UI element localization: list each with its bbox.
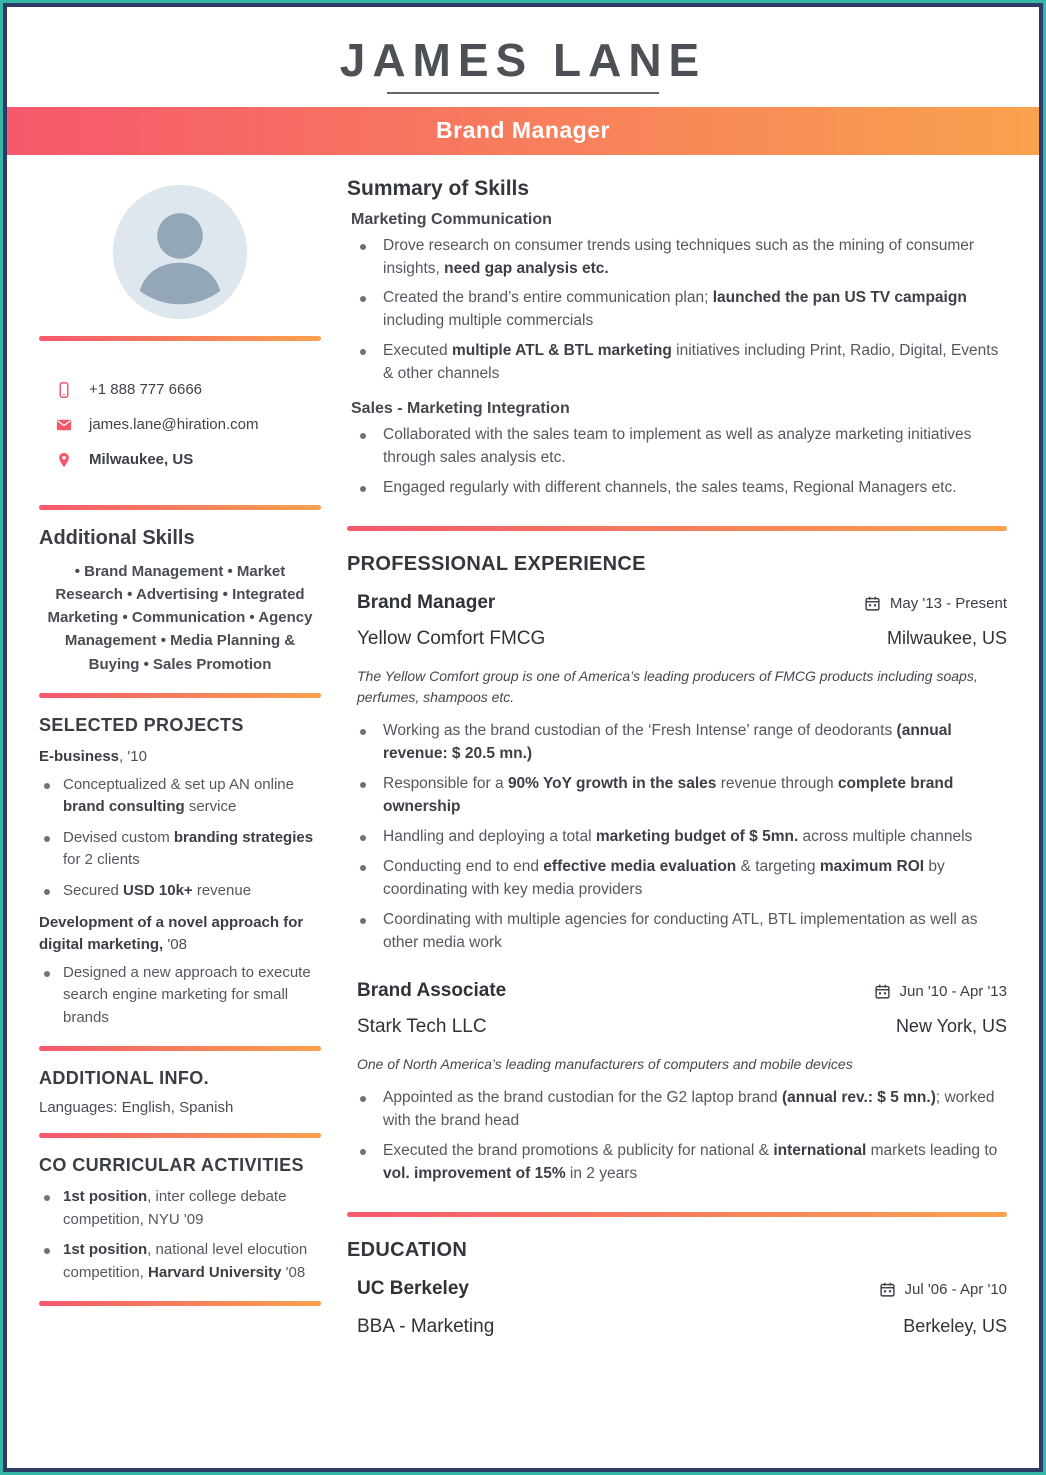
bullet-item: Created the brand’s entire communication plan; launched the pan US TV campaign including multiple commercials bbox=[347, 287, 1007, 333]
bullet-item: Devised custom branding strategies for 2 clients bbox=[39, 827, 321, 872]
selected-projects-section bbox=[39, 715, 321, 1029]
contact-block bbox=[39, 358, 321, 488]
project-bullets bbox=[39, 962, 321, 1030]
location-text: Milwaukee, US bbox=[89, 451, 194, 469]
company-location: New York, US bbox=[895, 1016, 1007, 1037]
job-title: Brand Associate bbox=[357, 980, 507, 1002]
phone-icon bbox=[55, 381, 73, 399]
summary-subheading: Sales - Marketing Integration bbox=[351, 400, 570, 418]
company-row bbox=[347, 1016, 1007, 1038]
gradient-divider bbox=[39, 336, 321, 341]
gradient-divider bbox=[39, 693, 321, 698]
gradient-divider bbox=[347, 526, 1007, 531]
bullet-item: Appointed as the brand custodian for the G2 laptop brand (annual rev.: $ 5 mn.); worked with the brand head bbox=[347, 1087, 1007, 1133]
resume-page-inner bbox=[3, 3, 1043, 1472]
company-name: Stark Tech LLC bbox=[357, 1016, 487, 1038]
bullet-item: Responsible for a 90% YoY growth in the sales revenue through complete brand ownership bbox=[347, 773, 1007, 819]
summary-group bbox=[347, 400, 1007, 500]
job-entry bbox=[347, 980, 1007, 1186]
phone-number: +1 888 777 6666 bbox=[89, 381, 203, 399]
role-title: Brand Manager bbox=[436, 117, 610, 144]
summary-heading: Summary of Skills bbox=[347, 176, 530, 200]
job-dates-text: May '13 - Present bbox=[889, 594, 1007, 612]
company-description: One of North America’s leading manufacturers of computers and mobile devices bbox=[357, 1056, 853, 1073]
degree-name: BBA - Marketing bbox=[357, 1316, 495, 1338]
co-curricular-section bbox=[39, 1155, 321, 1284]
project-bullets bbox=[39, 774, 321, 903]
company-name: Yellow Comfort FMCG bbox=[357, 628, 546, 650]
bullet-item: Executed the brand promotions & publicity for national & international markets leading to vol. improvement of 15% in 2 years bbox=[347, 1140, 1007, 1186]
company-location: Milwaukee, US bbox=[886, 628, 1007, 649]
profile-photo bbox=[113, 185, 247, 319]
additional-skills-heading: Additional Skills bbox=[39, 526, 195, 549]
education-dates bbox=[879, 1281, 1007, 1298]
bullet-item: 1st position, inter college debate competition, NYU '09 bbox=[39, 1186, 321, 1231]
education-section bbox=[347, 1239, 1007, 1338]
job-bullets bbox=[347, 720, 1007, 954]
summary-bullets bbox=[347, 235, 1007, 387]
degree-row bbox=[347, 1316, 1007, 1338]
project-title: Development of a novel approach for digital marketing, '08 bbox=[39, 914, 304, 953]
job-title-row bbox=[347, 980, 1007, 1002]
candidate-name: JAMES LANE bbox=[339, 34, 707, 86]
gradient-divider bbox=[39, 1046, 321, 1051]
calendar-icon bbox=[874, 983, 891, 1000]
bullet-item: Handling and deploying a total marketing budget of $ 5mn. across multiple channels bbox=[347, 826, 1007, 849]
job-dates bbox=[874, 983, 1007, 1000]
gradient-divider bbox=[347, 1212, 1007, 1217]
name-underline bbox=[387, 92, 659, 94]
bullet-item: Conceptualized & set up AN online brand consulting service bbox=[39, 774, 321, 819]
education-title-row bbox=[347, 1278, 1007, 1300]
additional-info-heading: ADDITIONAL INFO. bbox=[39, 1068, 210, 1089]
bullet-item: Engaged regularly with different channels, the sales teams, Regional Managers etc. bbox=[347, 477, 1007, 500]
person-silhouette-icon bbox=[113, 185, 247, 319]
co-curricular-bullets bbox=[39, 1186, 321, 1284]
content-area bbox=[7, 155, 1039, 1339]
project-title: E-business, '10 bbox=[39, 747, 147, 765]
job-dates-text: Jun '10 - Apr '13 bbox=[899, 982, 1007, 1000]
gradient-divider bbox=[39, 505, 321, 510]
school-name: UC Berkeley bbox=[357, 1278, 469, 1300]
additional-skills-section bbox=[39, 527, 321, 676]
bullet-item: Conducting end to end effective media evaluation & targeting maximum ROI by coordinating with key media providers bbox=[347, 856, 1007, 902]
bullet-item: Secured USD 10k+ revenue bbox=[39, 880, 321, 903]
role-banner bbox=[7, 107, 1039, 155]
company-row bbox=[347, 628, 1007, 650]
location-icon bbox=[55, 451, 73, 469]
education-dates-text: Jul '06 - Apr '10 bbox=[904, 1280, 1007, 1298]
experience-heading: PROFESSIONAL EXPERIENCE bbox=[347, 553, 646, 576]
job-entry bbox=[347, 592, 1007, 954]
bullet-item: 1st position, national level elocution competition, Harvard University '08 bbox=[39, 1239, 321, 1284]
languages-text: Languages: English, Spanish bbox=[39, 1099, 234, 1117]
contact-location bbox=[55, 451, 321, 469]
calendar-icon bbox=[879, 1281, 896, 1298]
bullet-item: Working as the brand custodian of the ‘Fresh Intense’ range of deodorants (annual revenue: $ 20.5 mn.) bbox=[347, 720, 1007, 766]
school-location: Berkeley, US bbox=[903, 1316, 1007, 1337]
email-address: james.lane@hiration.com bbox=[89, 416, 259, 434]
summary-group bbox=[347, 211, 1007, 387]
bullet-item: Coordinating with multiple agencies for conducting ATL, BTL implementation as well as other media work bbox=[347, 909, 1007, 955]
main-column bbox=[347, 155, 1007, 1339]
job-bullets bbox=[347, 1087, 1007, 1186]
job-title: Brand Manager bbox=[357, 592, 496, 614]
resume-header bbox=[7, 7, 1039, 94]
bullet-item: Executed multiple ATL & BTL marketing initiatives including Print, Radio, Digital, Events & other channels bbox=[347, 340, 1007, 386]
co-curricular-heading: CO CURRICULAR ACTIVITIES bbox=[39, 1155, 304, 1176]
bullet-item: Drove research on consumer trends using techniques such as the mining of consumer insights, need gap analysis etc. bbox=[347, 235, 1007, 281]
contact-phone bbox=[55, 381, 321, 399]
job-title-row bbox=[347, 592, 1007, 614]
additional-info-section bbox=[39, 1068, 321, 1116]
gradient-divider bbox=[39, 1133, 321, 1138]
bullet-item: Collaborated with the sales team to implement as well as analyze marketing initiatives through sales analysis etc. bbox=[347, 424, 1007, 470]
sidebar bbox=[39, 155, 321, 1339]
additional-skills-text: • Brand Management • Market Research • Advertising • Integrated Marketing • Communication • Agency Management • Media Planning & Buying • Sales Promotion bbox=[47, 562, 313, 673]
company-description: The Yellow Comfort group is one of America’s leading producers of FMCG products including soaps, perfumes, shampoos etc. bbox=[357, 668, 978, 706]
email-icon bbox=[55, 416, 73, 434]
summary-bullets bbox=[347, 424, 1007, 500]
calendar-icon bbox=[864, 595, 881, 612]
education-heading: EDUCATION bbox=[347, 1239, 468, 1262]
summary-subheading: Marketing Communication bbox=[351, 210, 552, 228]
job-dates bbox=[864, 595, 1007, 612]
gradient-divider bbox=[39, 1301, 321, 1306]
bullet-item: Designed a new approach to execute search engine marketing for small brands bbox=[39, 962, 321, 1030]
contact-email bbox=[55, 416, 321, 434]
selected-projects-heading: SELECTED PROJECTS bbox=[39, 714, 244, 735]
